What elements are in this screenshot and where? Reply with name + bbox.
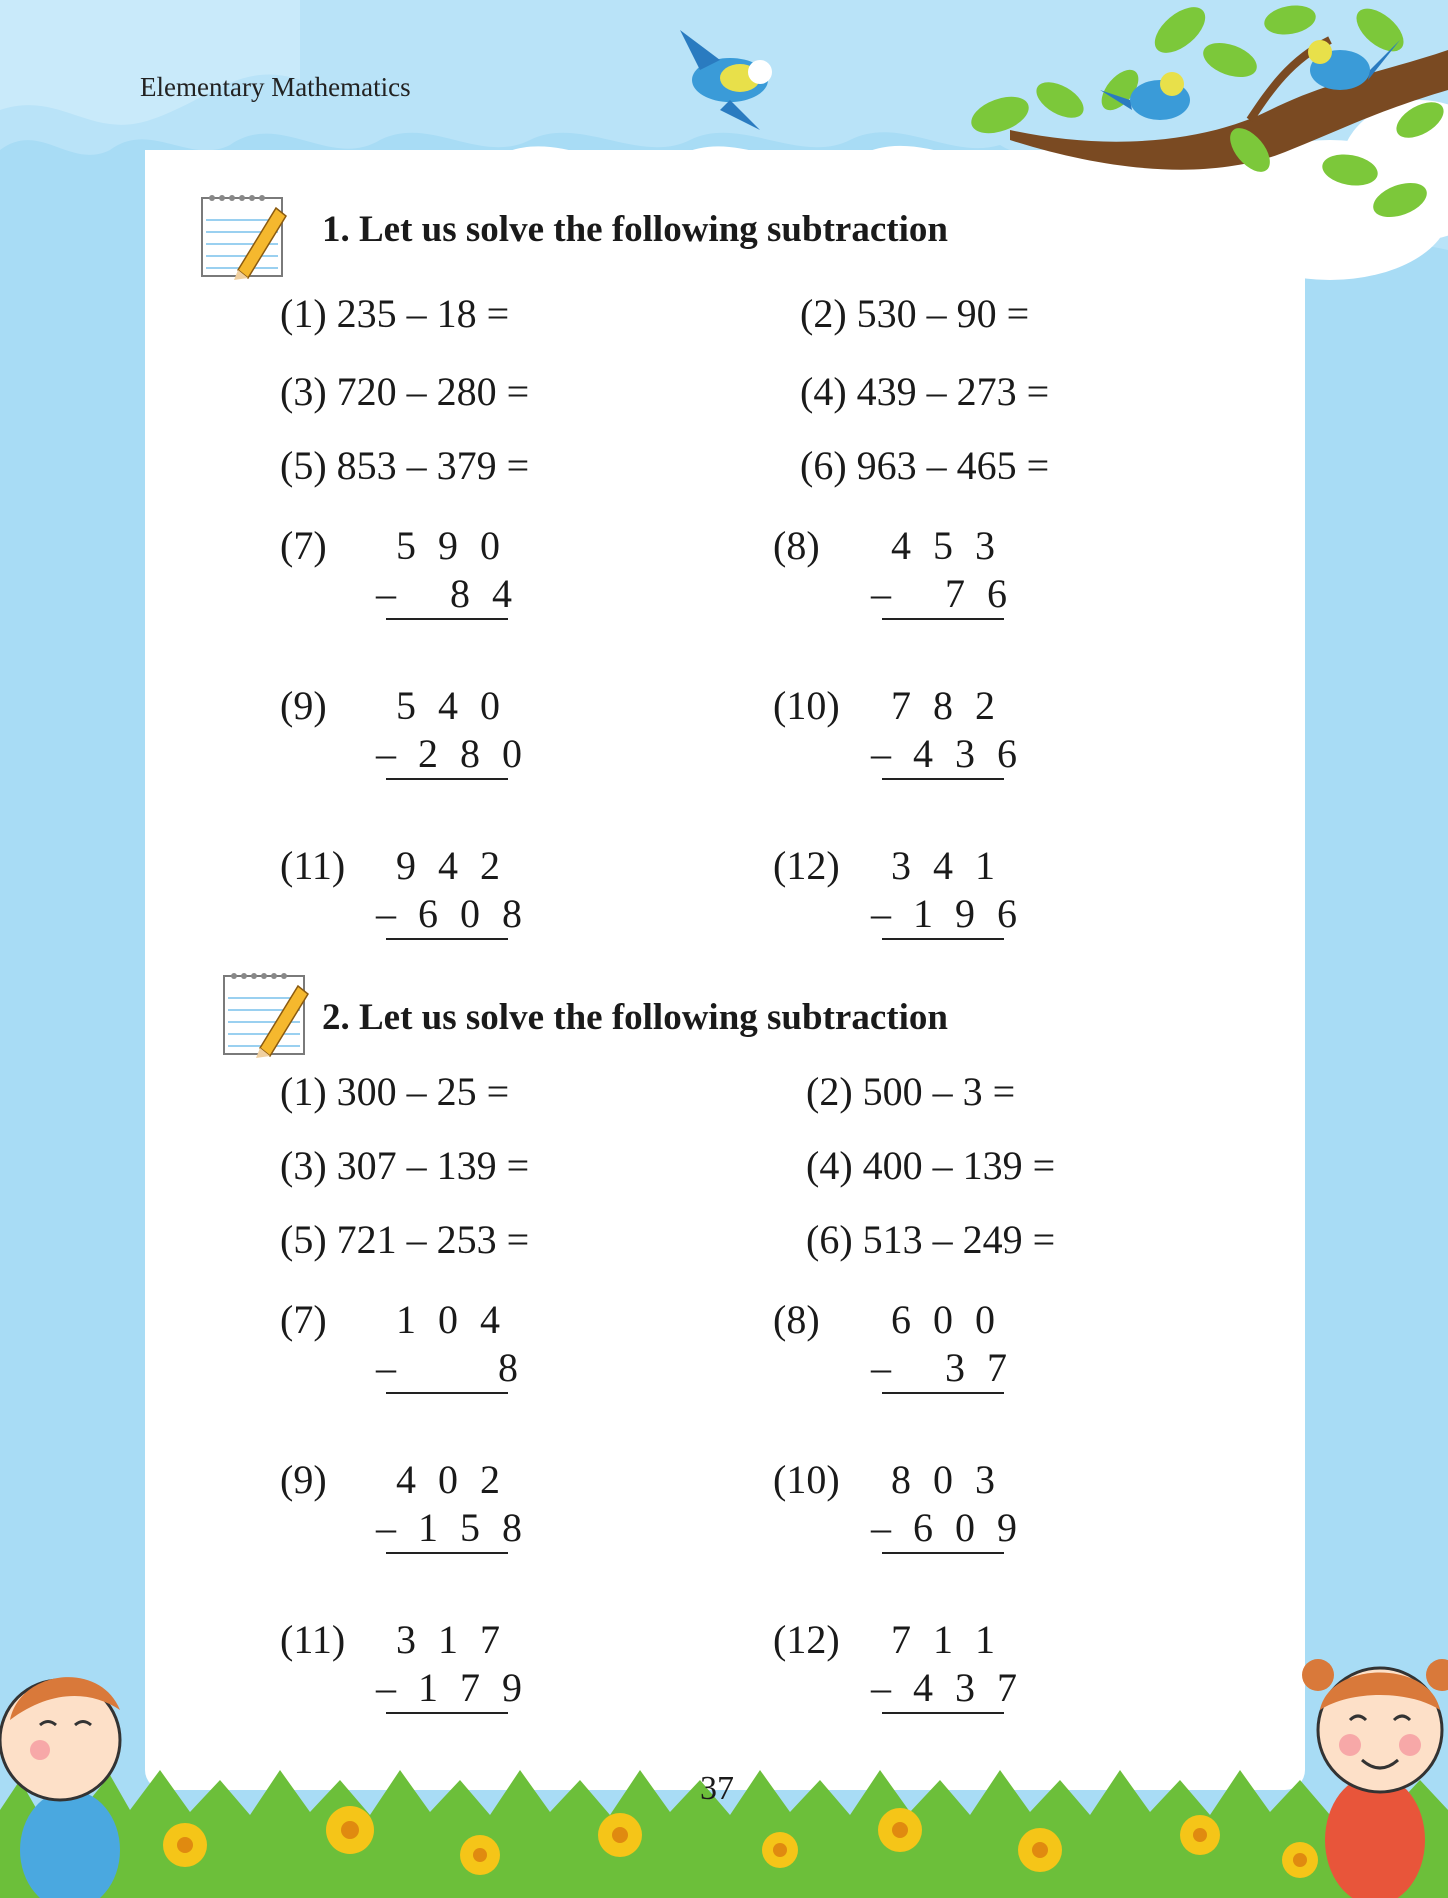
s2-horizontal-problem: (5) 721 – 253 =: [280, 1217, 530, 1262]
s2-horizontal-problem: (1) 300 – 25 =: [280, 1069, 510, 1114]
s1-minuend: 3 4 1: [891, 843, 1001, 888]
answer-line: [386, 778, 508, 780]
s1-minuend: 5 9 0: [396, 523, 506, 568]
section-2-title: 2. Let us solve the following subtraction: [322, 997, 948, 1038]
s2-horizontal-problem: (3) 307 – 139 =: [280, 1143, 530, 1188]
s2-minuend: 7 1 1: [891, 1617, 1001, 1662]
book-title: Elementary Mathematics: [140, 72, 411, 102]
s1-horizontal-problem: (1) 235 – 18 =: [280, 291, 510, 336]
s1-problem-label: (11): [280, 843, 346, 888]
s1-minuend: 5 4 0: [396, 683, 506, 728]
s2-minuend: 1 0 4: [396, 1297, 506, 1342]
s1-subtrahend: – 8 4: [376, 571, 518, 616]
answer-line: [882, 1712, 1004, 1714]
answer-line: [882, 778, 1004, 780]
s1-subtrahend: – 4 3 6: [871, 731, 1023, 776]
s2-subtrahend: – 6 0 9: [871, 1505, 1023, 1550]
s2-problem-label: (10): [773, 1457, 840, 1502]
s2-minuend: 3 1 7: [396, 1617, 506, 1662]
page-number: 37: [700, 1770, 734, 1807]
s2-problem-label: (8): [773, 1297, 820, 1342]
notepad-pencil-icon: [220, 968, 312, 1058]
s1-subtrahend: – 7 6: [871, 571, 1013, 616]
s1-problem-label: (8): [773, 523, 820, 568]
answer-line: [386, 1552, 508, 1554]
answer-line: [882, 1552, 1004, 1554]
answer-line: [386, 618, 508, 620]
s2-subtrahend: – 8: [376, 1345, 524, 1390]
s2-subtrahend: – 1 7 9: [376, 1665, 528, 1710]
answer-line: [386, 938, 508, 940]
s2-horizontal-problem: (6) 513 – 249 =: [806, 1217, 1056, 1262]
s2-problem-label: (7): [280, 1297, 327, 1342]
s1-problem-label: (7): [280, 523, 327, 568]
s1-horizontal-problem: (5) 853 – 379 =: [280, 443, 530, 488]
s2-subtrahend: – 1 5 8: [376, 1505, 528, 1550]
s1-horizontal-problem: (2) 530 – 90 =: [800, 291, 1030, 336]
s2-problem-label: (11): [280, 1617, 346, 1662]
s1-minuend: 4 5 3: [891, 523, 1001, 568]
s1-subtrahend: – 6 0 8: [376, 891, 528, 936]
answer-line: [882, 1392, 1004, 1394]
answer-line: [882, 618, 1004, 620]
s2-horizontal-problem: (2) 500 – 3 =: [806, 1069, 1016, 1114]
answer-line: [386, 1392, 508, 1394]
s2-horizontal-problem: (4) 400 – 139 =: [806, 1143, 1056, 1188]
s1-problem-label: (12): [773, 843, 840, 888]
s2-minuend: 8 0 3: [891, 1457, 1001, 1502]
s1-problem-label: (9): [280, 683, 327, 728]
notepad-pencil-icon: [198, 190, 290, 280]
s2-problem-label: (9): [280, 1457, 327, 1502]
s2-problem-label: (12): [773, 1617, 840, 1662]
answer-line: [882, 938, 1004, 940]
s1-minuend: 7 8 2: [891, 683, 1001, 728]
s1-problem-label: (10): [773, 683, 840, 728]
s2-minuend: 4 0 2: [396, 1457, 506, 1502]
s1-horizontal-problem: (4) 439 – 273 =: [800, 369, 1050, 414]
s1-subtrahend: – 2 8 0: [376, 731, 528, 776]
section-1-title: 1. Let us solve the following subtraction: [322, 209, 948, 250]
answer-line: [386, 1712, 508, 1714]
s1-minuend: 9 4 2: [396, 843, 506, 888]
s1-subtrahend: – 1 9 6: [871, 891, 1023, 936]
s2-minuend: 6 0 0: [891, 1297, 1001, 1342]
s2-subtrahend: – 4 3 7: [871, 1665, 1023, 1710]
s2-subtrahend: – 3 7: [871, 1345, 1013, 1390]
s1-horizontal-problem: (3) 720 – 280 =: [280, 369, 530, 414]
s1-horizontal-problem: (6) 963 – 465 =: [800, 443, 1050, 488]
